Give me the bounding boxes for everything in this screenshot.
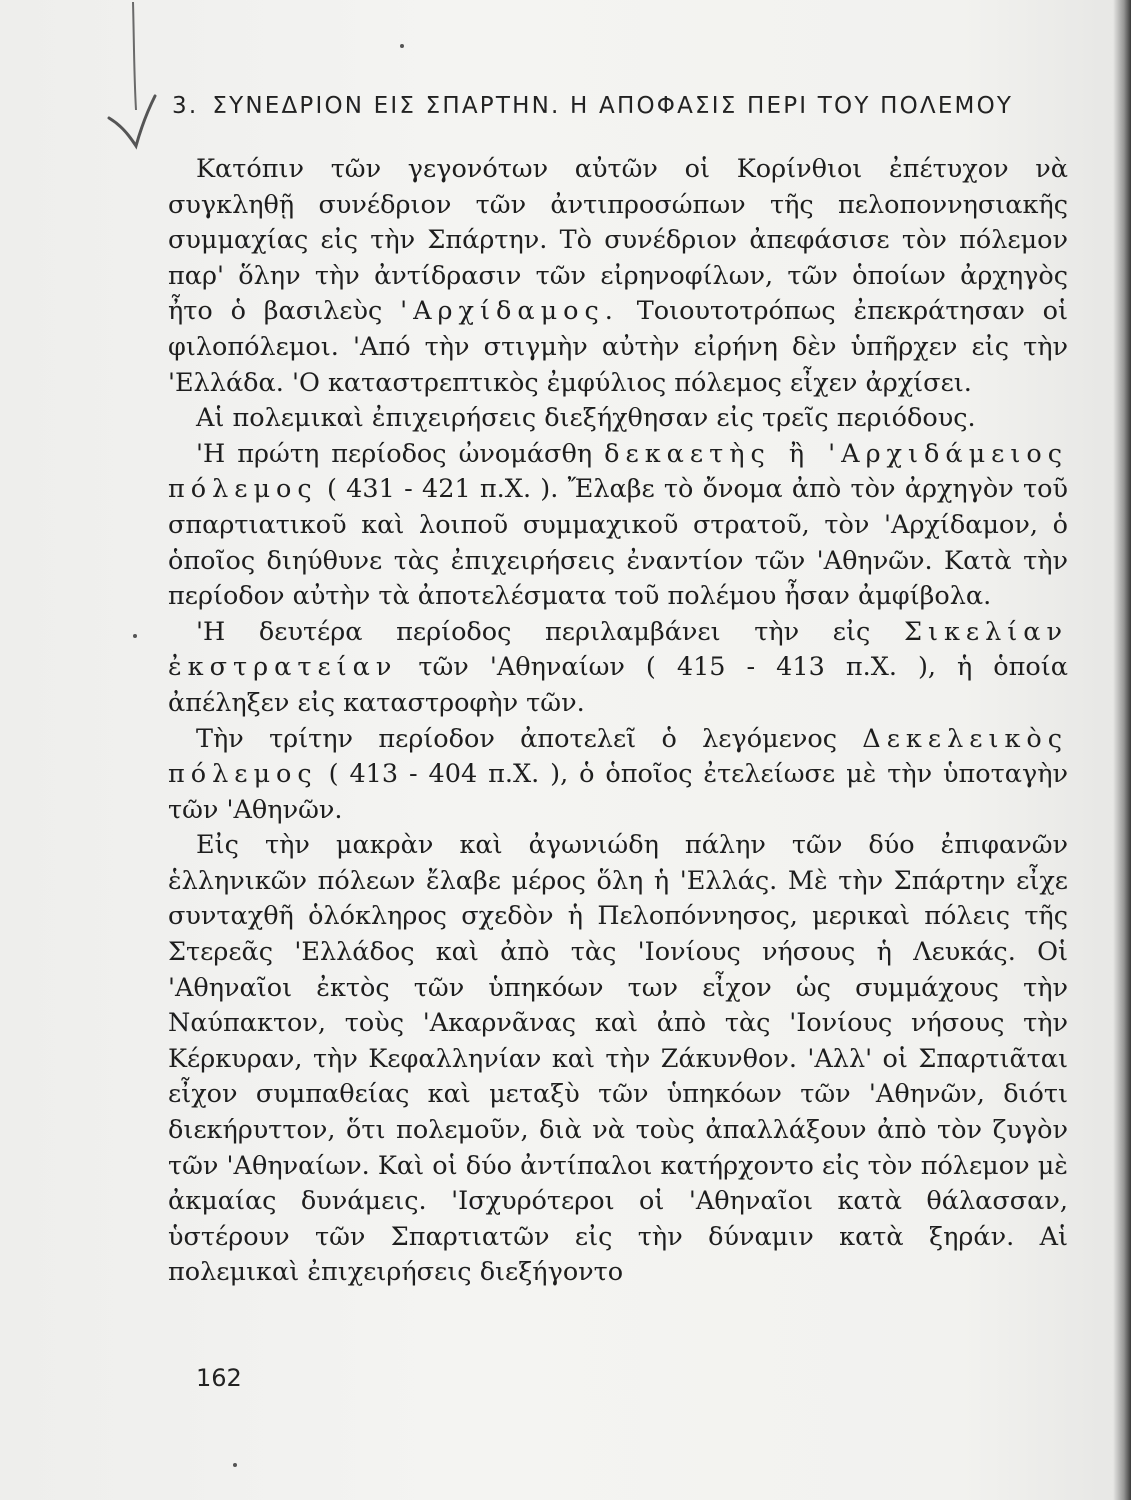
spaced-name-sicilian-expedition: Σικελίαν ἐκστρατείαν bbox=[168, 616, 1068, 683]
paragraph-4-text-a: 'Η δευτέρα περίοδος περιλαμβάνει τὴν εἰς bbox=[196, 616, 871, 647]
paragraph-5-text-b: ( 413 - 404 π.Χ. ), ὁ ὁποῖος ἐτελείωσε μὲ τὴν ὑποταγὴν τῶν 'Αθηνῶν. bbox=[168, 759, 1068, 825]
paragraph-1-text-b: Τοιουτοτρόπως ἐπεκράτησαν οἱ φιλοπόλεμοι. 'Από τὴν στιγμὴν αὐτὴν εἰρήνη δὲν ὑπῆρχεν εἰς τὴν 'Ελλάδα. 'Ο καταστρεπτικὸς ἐμφύλιος πόλεμος εἶχεν ἀρχίσει. bbox=[168, 296, 1069, 398]
section-number: 3. bbox=[172, 93, 199, 119]
handwritten-check-mark bbox=[105, 0, 165, 160]
paragraph-6: Εἰς τὴν μακρὰν καὶ ἀγωνιώδη πάλην τῶν δύο ἐπιφανῶν ἑλληνικῶν πόλεων ἔλαβε μέρος ὅλη ἡ 'Ελλάς. Μὲ τὴν Σπάρτην εἶχε συνταχθῆ ὁλόκληρος σχεδὸν ἡ Πελοπόννησος, μερικαὶ πόλεις τῆς Στερεᾶς 'Ελλάδος καὶ ἀπὸ τὰς 'Ιονίους νήσους ἡ Λευκάς. Οἱ 'Αθηναῖοι ἐκτὸς τῶν ὑπηκόων των εἶχον ὡς συμμάχους τὴν Ναύπακτον, τοὺς 'Ακαρνᾶνας καὶ ἀπὸ τὰς 'Ιονίους νήσους τὴν Κέρκυραν, τὴν Κεφαλληνίαν καὶ τὴν Ζάκυνθον. 'Αλλ' οἱ Σπαρτιᾶται εἶχον συμπαθείας καὶ μεταξὺ τῶν ὑπηκόων τῶν 'Αθηνῶν, διότι διεκήρυττον, ὅτι πολεμοῦν, διὰ νὰ τοὺς ἀπαλλάξουν ἀπὸ τὸν ζυγὸν τῶν 'Αθηναίων. Καὶ οἱ δύο ἀντίπαλοι κατήρχοντο εἰς τὸν πόλεμον μὲ ἀκμαίας δυνάμεις. 'Ισχυρότεροι οἱ 'Αθηναῖοι κατὰ θάλασσαν, ὑστέρουν τῶν Σπαρτιατῶν εἰς τὴν δύναμιν κατὰ ξηράν. Αἱ πολεμικαὶ ἐπιχειρήσεις διεξήγοντο bbox=[168, 830, 1068, 1288]
spaced-name-archidamos: 'Αρχίδαμος. bbox=[400, 296, 619, 327]
paragraph-4-text-b: τῶν 'Αθηναίων ( 415 - 413 π.Χ. ), ἡ ὁποία ἀπέληξεν εἰς καταστροφὴν τῶν. bbox=[168, 652, 1068, 718]
paragraph-5-text-a: Τὴν τρίτην περίοδον ἀποτελεῖ ὁ λεγόμενος bbox=[196, 723, 837, 754]
print-speck bbox=[233, 1463, 237, 1467]
paragraph-1-text-a: Κατόπιν τῶν γεγονότων αὐτῶν οἱ Κορίνθιοι ἐπέτυχον νὰ συγκληθῇ συνέδριον τῶν ἀντιπροσώπων τῆς πελοποννησιακῆς συμμαχίας εἰς τὴν Σπάρτην. Τὸ συνέδριον ἀπεφάσισε τὸν πόλεμον παρ' ὅλην τὴν ἀντίδρασιν τῶν εἰρηνοφίλων, τῶν ὁποίων ἀρχηγὸς ἦτο ὁ βασιλεὺς bbox=[168, 154, 1068, 327]
paragraph-3 bbox=[168, 437, 1068, 615]
spaced-name-decelean-war: Δεκελεικὸς πόλεμος bbox=[168, 723, 1069, 790]
paragraph-4 bbox=[168, 615, 1068, 722]
section-title: ΣΥΝΕΔΡΙΟΝ ΕΙΣ ΣΠΑΡΤΗΝ. Η ΑΠΟΦΑΣΙΣ ΠΕΡΙ ΤΟΥ ΠΟΛΕΜΟΥ bbox=[212, 93, 1014, 119]
print-speck bbox=[400, 44, 404, 48]
paragraph-2: Αἱ πολεμικαὶ ἐπιχειρήσεις διεξήχθησαν εἰς τρεῖς περιόδους. bbox=[196, 403, 976, 434]
paragraph-1 bbox=[168, 152, 1068, 401]
page-edge-shadow bbox=[1113, 0, 1131, 1500]
paragraph-3-text-a: 'Η πρώτη περίοδος ὠνομάσθη bbox=[196, 438, 593, 469]
spaced-name-archidamian-war: δεκαετὴς ἢ 'Αρχιδάμειος πόλεμος bbox=[168, 438, 1068, 505]
body-text bbox=[168, 152, 1068, 1291]
paragraph-5 bbox=[168, 722, 1068, 829]
print-speck bbox=[133, 634, 137, 638]
page-number: 162 bbox=[196, 1364, 242, 1392]
paragraph-3-text-b: ( 431 - 421 π.Χ. ). Ἔλαβε τὸ ὄνομα ἀπὸ τὸν ἀρχηγὸν τοῦ σπαρτιατικοῦ καὶ λοιποῦ συμμαχικοῦ στρατοῦ, τὸν 'Αρχίδαμον, ὁ ὁποῖος διηύθυνε τὰς ἐπιχειρήσεις ἐναντίον τῶν 'Αθηνῶν. Κατὰ τὴν περίοδον αὐτὴν τὰ ἀποτελέσματα τοῦ πολέμου ἦσαν ἀμφίβολα. bbox=[168, 474, 1068, 612]
section-heading bbox=[172, 93, 1052, 119]
